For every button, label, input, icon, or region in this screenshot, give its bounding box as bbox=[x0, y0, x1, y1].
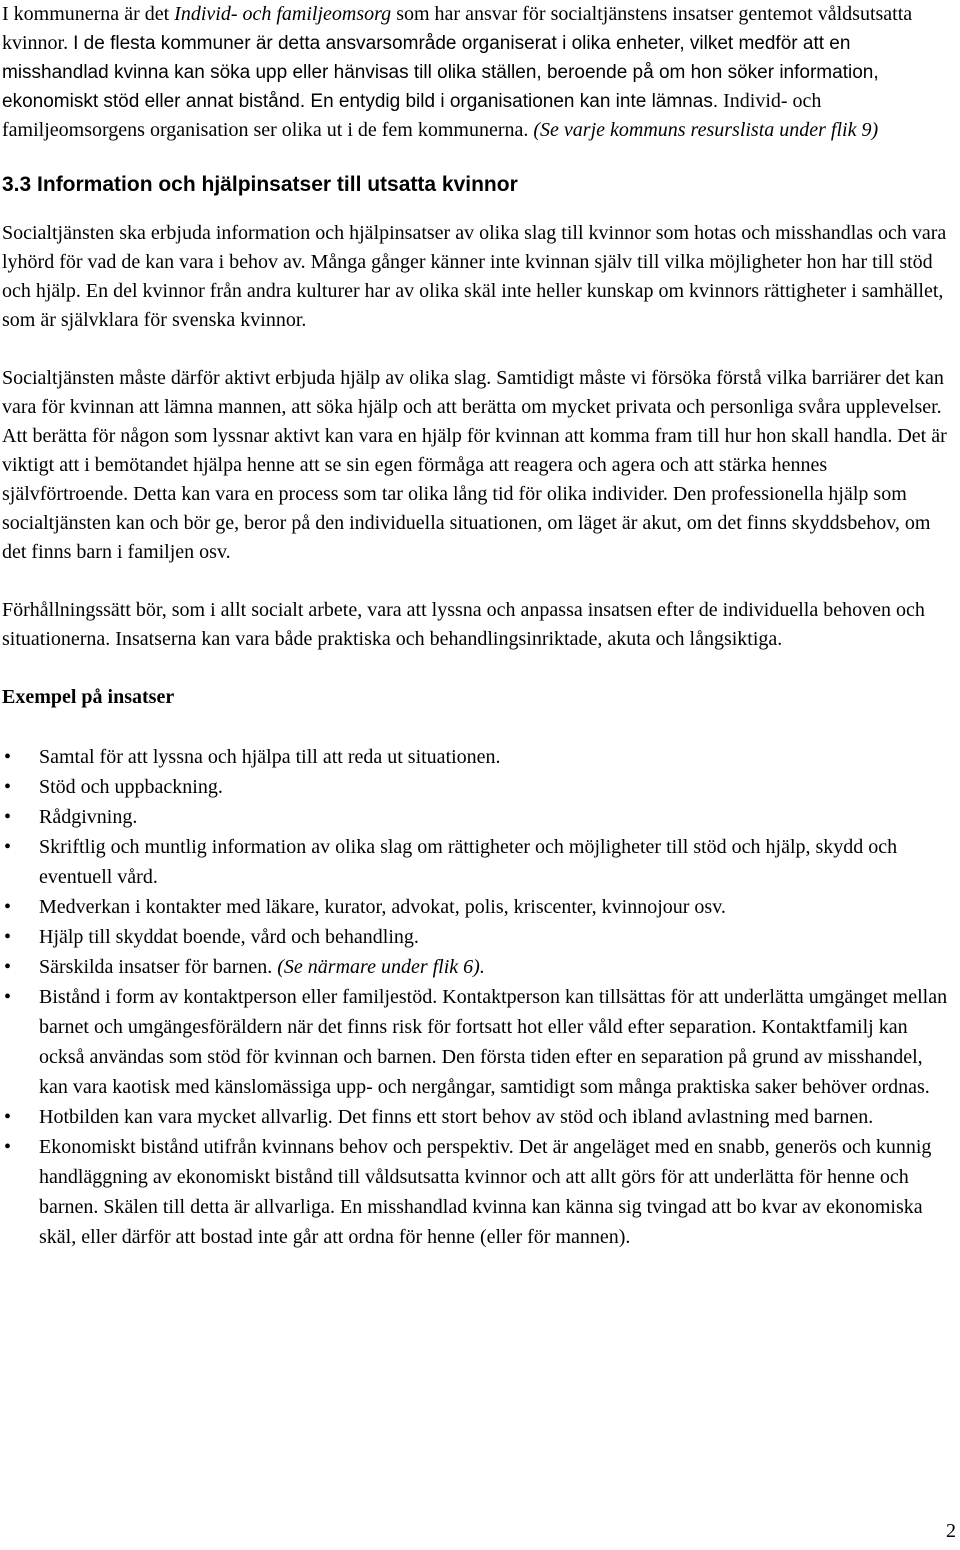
bullet-icon: • bbox=[4, 746, 12, 768]
list-item-text: Bistånd i form av kontaktperson eller familjestöd. Kontaktperson kan tillsättas för att underlätta umgänget mellan barnet och umgängesföräldern när det finns risk för fortsatt hot eller våld efter separation. Kontaktfamilj kan också användas som stöd för kvinnan och barnen. Den första tiden efter en separation på grund av misshandel, kan vara kaotisk med känslomässiga upp- och nergångar, samtidigt som många praktiska saker behöver ordnas. bbox=[39, 986, 948, 1098]
bullet-icon: • bbox=[4, 956, 12, 978]
bullet-icon: • bbox=[4, 776, 12, 798]
list-item bbox=[2, 742, 956, 772]
bullet-icon: • bbox=[4, 896, 12, 918]
paragraph-3: Förhållningssätt bör, som i allt socialt arbete, vara att lyssna och anpassa insatsen efter de individuella behoven och situationerna. Insatserna kan vara både praktiska och behandlingsinriktade, akuta och långsiktiga. bbox=[2, 599, 925, 650]
list-item-reference: (Se närmare under flik 6). bbox=[277, 956, 485, 978]
list-item bbox=[2, 1132, 956, 1252]
list-item bbox=[2, 982, 956, 1102]
intro-text-3: I de flesta kommuner är detta ansvarsområde organiserat i olika enheter, vilket medför att en misshandlad kvinna kan söka upp eller hänvisas till olika ställen, beroende på om hon söker information, ekonomiskt stöd eller annat bistånd. En entydig bild i organisationen kan inte lämnas. bbox=[2, 33, 879, 112]
list-item-text: Särskilda insatser för barnen. bbox=[39, 956, 273, 978]
list-item-text: Ekonomiskt bistånd utifrån kvinnans behov och perspektiv. Det är angeläget med en snabb, generös och kunnig handläggning av ekonomiskt bistånd till våldsutsatta kvinnor och att allt görs för att underlätta för henne och barnen. Skälen till detta är allvarliga. En misshandlad kvinna kan känna sig tvingad att bo kvar av ekonomiska skäl, eller därför att bostad inte går att ordna för henne (eller för mannen). bbox=[39, 1136, 932, 1248]
list-item bbox=[2, 952, 956, 982]
paragraph-1: Socialtjänsten ska erbjuda information och hjälpinsatser av olika slag till kvinnor som hotas och misshandlas och vara lyhörd för vad de kan vara i behov av. Många gånger känner inte kvinnan själv till vilka möjligheter hon har till stöd och hjälp. En del kvinnor från andra kulturer har av olika skäl inte heller kunskap om kvinnors rättigheter i samhället, som är självklara för svenska kvinnor. bbox=[2, 222, 947, 331]
intro-text-4: Individ- och familjeomsorgens organisation ser olika ut i de fem kommunerna. bbox=[2, 90, 822, 141]
intro-paragraph bbox=[2, 0, 956, 145]
bullet-icon: • bbox=[4, 926, 12, 948]
list-item-text: Rådgivning. bbox=[39, 806, 138, 828]
list-item-text: Hotbilden kan vara mycket allvarlig. Det finns ett stort behov av stöd och ibland avlastning med barnen. bbox=[39, 1106, 874, 1128]
list-item-text: Stöd och uppbackning. bbox=[39, 776, 223, 798]
bullet-icon: • bbox=[4, 836, 12, 858]
bullet-icon: • bbox=[4, 1136, 12, 1158]
intro-italic-1: Individ- och familjeomsorg bbox=[174, 3, 392, 25]
list-item bbox=[2, 892, 956, 922]
examples-heading: Exempel på insatser bbox=[2, 686, 175, 708]
bullet-icon: • bbox=[4, 986, 12, 1008]
section-heading: 3.3 Information och hjälpinsatser till utsatta kvinnor bbox=[2, 173, 518, 196]
list-item-text: Skriftlig och muntlig information av olika slag om rättigheter och möjligheter till stöd och hjälp, skydd och eventuell vård. bbox=[39, 836, 898, 888]
intro-text-2: som har ansvar för socialtjänstens insatser gentemot våldsutsatta kvinnor. bbox=[2, 3, 913, 54]
list-item bbox=[2, 772, 956, 802]
list-item-text: Hjälp till skyddat boende, vård och behandling. bbox=[39, 926, 419, 948]
paragraph-2: Socialtjänsten måste därför aktivt erbjuda hjälp av olika slag. Samtidigt måste vi försöka förstå vilka barriärer det kan vara för kvinnan att lämna mannen, att söka hjälp och att berätta om mycket privata och personliga svåra upplevelser. Att berätta för någon som lyssnar aktivt kan vara en hjälp för kvinnan att komma fram till hur hon skall handla. Det är viktigt att i bemötandet hjälpa henne att se sin egen förmåga att reagera och agera och att stärka hennes självförtroende. Detta kan vara en process som tar olika lång tid för olika individer. Den professionella hjälp som socialtjänsten kan och bör ge, beror på den individuella situationen, om läget är akut, om det finns skyddsbehov, om det finns barn i familjen osv. bbox=[2, 367, 947, 563]
list-item-text: Medverkan i kontakter med läkare, kurator, advokat, polis, kriscenter, kvinnojour osv. bbox=[39, 896, 726, 918]
bullet-icon: • bbox=[4, 806, 12, 828]
list-item-text: Samtal för att lyssna och hjälpa till att reda ut situationen. bbox=[39, 746, 501, 768]
intro-text-1: I kommunerna är det bbox=[2, 3, 170, 25]
list-item bbox=[2, 922, 956, 952]
intro-italic-2: (Se varje kommuns resurslista under flik 9) bbox=[533, 119, 879, 141]
list-item bbox=[2, 832, 956, 892]
list-item bbox=[2, 1102, 956, 1132]
page-number: 2 bbox=[946, 1520, 956, 1542]
document-page bbox=[2, 0, 956, 1252]
examples-list bbox=[2, 742, 956, 1252]
list-item bbox=[2, 802, 956, 832]
bullet-icon: • bbox=[4, 1106, 12, 1128]
